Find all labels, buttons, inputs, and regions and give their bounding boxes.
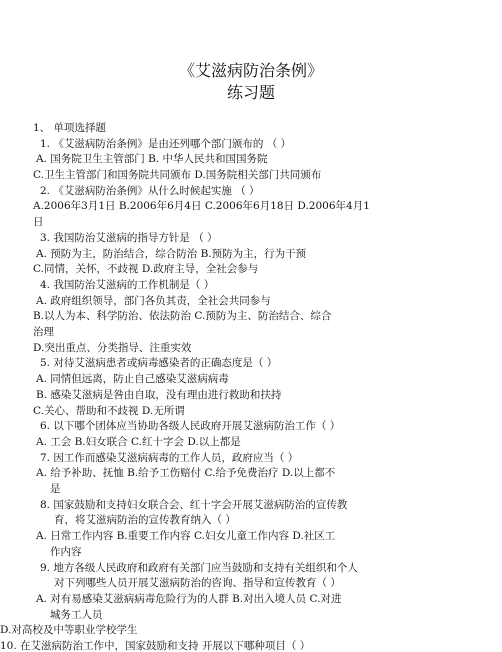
question-2-options-cont: 日 [33,216,44,229]
question-7: 7. 因工作而感染艾滋病病毒的工作人员，政府应当（ ） [40,451,299,464]
question-8-options-cont: 作内容 [50,545,82,558]
question-10: 10. 在艾滋病防治工作中，国家鼓励和支持 开展以下哪种项目（ ） [0,640,311,652]
question-4: 4. 我国防治艾滋病的工作机制是（ ） [40,278,215,291]
question-1-options-ab: A. 国务院卫生主管部门 B. 中华人民共和国国务院 [36,153,268,166]
question-3-options-ab: A. 预防为主，防治结合，综合防治 B.预防为主，行为干预 [36,247,307,260]
question-4-option-d: D.突出重点、分类指导、注重实效 [33,341,192,354]
question-8: 8. 国家鼓励和支持妇女联合会、红十字会开展艾滋病防治的宣传教 [40,498,348,511]
question-9-options: A. 对有易感染艾滋病病毒危险行为的人群 B.对出入境人员 C.对进 [36,592,342,605]
question-3: 3. 我国防治艾滋病的指导方针是 （ ） [40,231,218,244]
question-8-cont: 育，将艾滋病防治的宣传教育纳入（ ） [54,514,236,527]
question-4-options-cont: 治理 [33,326,54,339]
question-4-options-bc: B.以人为本、科学防治、依法防治 C.预防为主、防治结合、综合 [33,310,332,323]
question-9-options-cont: 城务工人员 [50,608,103,621]
question-2-options: A.2006年3月1日 B.2006年6月4日 C.2006年6月18日 D.2006年4月1 [33,200,370,213]
question-8-options: A. 日常工作内容 B.重要工作内容 C.妇女儿童工作内容 D.社区工 [36,530,336,543]
section-heading: 1、 单项选择题 [33,122,107,134]
question-5: 5. 对待艾滋病患者或病毒感染者的正确态度是（ ） [40,357,278,370]
question-7-options: A. 给予补助、抚恤 B.给予工伤赔付 C.给予免费治疗 D.以上都不 [36,467,336,480]
question-5-options-cd: C.关心、帮助和不歧视 D.无所谓 [33,404,185,417]
question-7-options-cont: 是 [50,483,61,496]
question-5-option-a: A. 同情但远离，防止自己感染艾滋病病毒 [36,373,229,386]
question-9-cont: 对下列哪些人员开展艾滋病防治的咨询、指导和宣传教育（ ） [54,577,341,590]
question-2: 2. 《艾滋病防治条例》从什么时候起实施 （ ） [40,184,260,197]
question-1: 1. 《艾滋病防治条例》是由还列哪个部门颁布的 （ ） [40,137,292,150]
question-4-option-a: A. 政府组织领导，部门各负其责，全社会共同参与 [36,294,271,307]
question-9: 9. 地方各级人民政府和政府有关部门应当鼓励和支持有关组织和个人 [40,561,358,574]
question-9-option-d: D.对高校及中等职业学校学生 [0,624,138,637]
question-6: 6. 以下哪个团体应当协助各级人民政府开展艾滋病防治工作（ ） [40,420,341,433]
document-title: 《艾滋病防治条例》 [178,61,323,80]
question-1-options-cd: C.卫生主管部门和国务院共同颁布 D.国务院相关部门共同颁布 [33,169,322,182]
document-subtitle: 练习题 [226,83,275,102]
question-5-option-b: B. 感染艾滋病是咎由自取，没有理由进行救助和扶持 [36,388,282,401]
question-3-options-cd: C.同情，关怀，不歧视 D.政府主导，全社会参与 [33,263,259,276]
question-6-options: A. 工会 B.妇女联合 C.红十字会 D.以上都是 [36,435,241,448]
